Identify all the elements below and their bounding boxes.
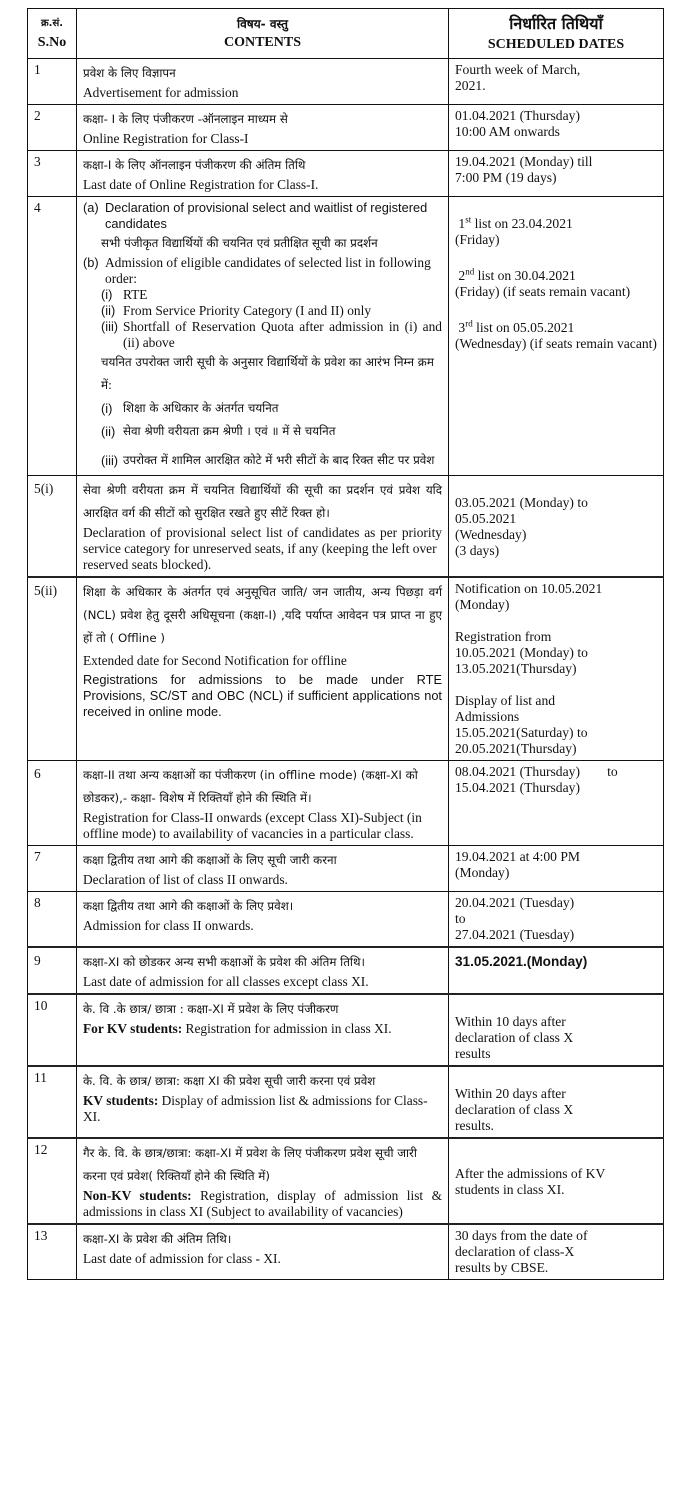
row-contents	[77, 1224, 449, 1280]
contents-hindi: कक्षा-I के लिए ऑनलाइन पंजीकरण की अंतिम तिथि	[83, 158, 306, 172]
contents-hindi: कक्षा द्वितीय तथा आगे की कक्षाओं के लिए प्रवेश।	[83, 899, 294, 913]
header-contents-hindi: विषय- वस्तु	[236, 17, 288, 31]
row-sno: 5(ii)	[28, 577, 77, 761]
date-line: 10:00 AM onwards	[455, 124, 560, 139]
spacer	[455, 677, 657, 693]
table-row	[28, 1138, 664, 1224]
row-dates	[449, 846, 664, 892]
row-dates	[449, 151, 664, 197]
date-line: 03.05.2021 (Monday) to	[455, 495, 588, 510]
date-line: (Monday)	[455, 597, 510, 612]
row-contents	[77, 761, 449, 846]
date-line: 08.04.2021 (Thursday) to	[455, 764, 618, 779]
label-bold: For KV students:	[83, 1021, 183, 1036]
row-dates	[449, 59, 664, 105]
row-sno: 4	[28, 197, 77, 476]
date-line: results by CBSE.	[455, 1260, 549, 1275]
list-num: 2	[458, 268, 466, 283]
label-text: Display of admission list & admissions for Class-XI.	[83, 1093, 428, 1124]
contents-english	[83, 1188, 442, 1220]
row-dates	[449, 947, 664, 994]
part-b	[83, 255, 442, 287]
header-sno	[28, 9, 77, 59]
header-dates	[449, 9, 664, 59]
contents-english: Advertisement for admission	[83, 85, 239, 100]
date-line: 27.04.2021 (Tuesday)	[455, 927, 575, 942]
contents-hindi: शिक्षा के अधिकार के अंतर्गत एवं अनुसूचित जाति/ जन जातीय, अन्य पिछड़ा वर्ग (NCL) प्रवेश हेतु दूसरी अधिसूचना (कक्षा-I) ,यदि पर्याप्त आवेदन पत्र प्राप्त ना हुए हों तो ( Offline )	[83, 585, 442, 645]
date-line: to	[455, 911, 466, 926]
contents-english: Online Registration for Class-I	[83, 131, 249, 146]
date-line: declaration of class X	[455, 1102, 574, 1117]
row-dates	[449, 994, 664, 1066]
part-a	[83, 200, 442, 232]
table-row	[28, 151, 664, 197]
date-line: results	[455, 1046, 491, 1061]
part-b-hindi-wrap	[83, 351, 442, 397]
contents-hindi: गैर के. वि. के छात्र/छात्रा: कक्षा-XI में प्रवेश के लिए पंजीकरण प्रवेश सूची जारी करना एवं प्रवेश( रिक्तियाँ होने की स्थिति में)	[83, 1146, 417, 1183]
part-a-hindi-wrap	[83, 232, 442, 255]
item-text: उपरोक्त में शामिल आरक्षित कोटे में भरी सीटों के बाद रिक्त सीट पर प्रवेश	[123, 453, 435, 467]
table-row	[28, 1066, 664, 1138]
spacer	[455, 200, 657, 216]
date-line: (3 days)	[455, 543, 500, 558]
part-b-hindi-list-cont	[83, 449, 442, 472]
contents-hindi: कक्षा-II तथा अन्य कक्षाओं का पंजीकरण (in offline mode) (कक्षा-XI को छोडकर),- कक्षा- विशेष में रिक्तियाँ होने की स्थिति में।	[83, 768, 418, 805]
table-row	[28, 1224, 664, 1280]
contents-hindi: प्रवेश के लिए विज्ञापन	[83, 66, 176, 80]
part-b-list	[83, 287, 442, 351]
date-line: 20.04.2021 (Tuesday)	[455, 895, 575, 910]
row-dates	[449, 1138, 664, 1224]
list-sup: nd	[465, 266, 475, 277]
part-a-english: Declaration of provisional select and waitlist of registered candidates	[105, 200, 428, 231]
row-sno: 7	[28, 846, 77, 892]
spacer	[455, 1142, 657, 1166]
row-contents-continued	[77, 446, 449, 476]
header-dates-hindi: निर्धारित तिथियाँ	[509, 14, 603, 33]
item-text: From Service Priority Category (I and II) only	[123, 303, 372, 318]
contents-english: Last date of admission for all classes except class XI.	[83, 974, 369, 989]
table-row	[28, 197, 664, 447]
date-line: After the admissions of KV	[455, 1166, 606, 1181]
last-date-bold: 31.05.2021.(Monday)	[455, 954, 588, 969]
contents-english: Last date of Online Registration for Class-I.	[83, 177, 319, 192]
row-dates	[449, 197, 664, 476]
item-marker: (i)	[101, 401, 113, 416]
contents-hindi: के. वि .के छात्र/ छात्रा : कक्षा-XI में प्रवेश के लिए पंजीकरण	[83, 1002, 339, 1016]
list-detail: (Friday)	[455, 232, 500, 247]
date-line: 01.04.2021 (Thursday)	[455, 108, 580, 123]
item-marker: (iii)	[101, 453, 119, 468]
list-date-2	[455, 268, 657, 284]
table-row	[28, 994, 664, 1066]
item-text: सेवा श्रेणी वरीयता क्रम श्रेणी । एवं ॥ में से चयनित	[123, 424, 336, 438]
row-contents	[77, 846, 449, 892]
part-b-hindi-list	[83, 397, 442, 443]
contents-english: Last date of admission for class - XI.	[83, 1251, 281, 1266]
list-detail: (Friday) (if seats remain vacant)	[455, 284, 631, 299]
contents-hindi: कक्षा-XI को छोडकर अन्य सभी कक्षाओं के प्रवेश की अंतिम तिथि।	[83, 955, 365, 969]
date-line: results.	[455, 1118, 494, 1133]
spacer	[455, 1070, 657, 1086]
table-row	[28, 846, 664, 892]
row-sno: 8	[28, 892, 77, 948]
list-sup: st	[465, 214, 472, 225]
part-b-hindi-item	[101, 420, 442, 443]
row-contents	[77, 105, 449, 151]
spacer	[455, 479, 657, 495]
part-b-english: Admission of eligible candidates of selected list in following order:	[105, 255, 431, 286]
contents-english: Declaration of provisional select list of candidates as per priority service category for unreserved seats, if any (keeping the left over	[83, 525, 442, 556]
item-text: Shortfall of Reservation Quota after admission in (i) and (ii) above	[123, 319, 442, 350]
date-line: Admissions	[455, 709, 520, 724]
table-row	[28, 761, 664, 846]
date-line: 05.05.2021	[455, 511, 517, 526]
row-contents	[77, 151, 449, 197]
label-bold: Non-KV students:	[83, 1188, 192, 1203]
table-row	[28, 59, 664, 105]
row-sno: 3	[28, 151, 77, 197]
table-row	[28, 892, 664, 948]
row-sno: 12	[28, 1138, 77, 1224]
item-text: RTE	[123, 287, 148, 302]
table-row	[28, 577, 664, 761]
date-line: 13.05.2021(Thursday)	[455, 661, 577, 676]
row-dates	[449, 1224, 664, 1280]
list-num: 3	[458, 320, 466, 335]
part-b-hindi-item	[101, 449, 442, 472]
item-text: शिक्षा के अधिकार के अंतर्गत चयनित	[123, 401, 279, 415]
row-contents	[77, 197, 449, 447]
header-contents	[77, 9, 449, 59]
contents-hindi: सेवा श्रेणी वरीयता क्रम में चयनित विद्यार्थियों की सूची का प्रदर्शन एवं प्रवेश यदि आरक्षित वर्ग की सीटों को सुरक्षित रखते हुए सीटें रिक्त हो।	[83, 483, 442, 520]
contents-hindi: कक्षा-XI के प्रवेश की अंतिम तिथि।	[83, 1232, 232, 1246]
part-b-item	[101, 287, 442, 303]
contents-english	[83, 1093, 442, 1125]
date-line: declaration of class X	[455, 1030, 574, 1045]
part-a-hindi: सभी पंजीकृत विद्यार्थियों की चयनित एवं प्रतीक्षित सूची का प्रदर्शन	[101, 236, 378, 250]
part-a-marker: (a)	[83, 200, 99, 215]
table-row	[28, 947, 664, 994]
admission-schedule-document	[27, 8, 663, 1280]
date-line: 7:00 PM (19 days)	[455, 170, 557, 185]
header-sno-english: S.No	[37, 35, 67, 50]
item-marker: (ii)	[101, 424, 116, 439]
list-num: 1	[458, 216, 466, 231]
part-b-item	[101, 319, 442, 351]
row-dates	[449, 105, 664, 151]
row-sno: 11	[28, 1066, 77, 1138]
date-line: Registration from	[455, 629, 552, 644]
table-header-row	[28, 9, 664, 59]
table-row	[28, 105, 664, 151]
row-contents	[77, 577, 449, 761]
contents-hindi: कक्षा- I के लिए पंजीकरण -ऑनलाइन माध्यम से	[83, 112, 288, 126]
row-contents	[77, 1066, 449, 1138]
spacer	[455, 248, 657, 268]
date-line: declaration of class-X	[455, 1244, 575, 1259]
list-text: list on 30.04.2021	[474, 268, 576, 283]
row-sno: 13	[28, 1224, 77, 1280]
date-line: students in class XI.	[455, 1182, 565, 1197]
contents-english: Registration for Class-II onwards (except Class XI)-Subject (in offline mode) to availability of vacancies in a particular class.	[83, 810, 422, 841]
label-text: Registration for admission in class XI.	[182, 1021, 392, 1036]
list-date-3	[455, 320, 657, 336]
list-text: list on 05.05.2021	[472, 320, 575, 335]
label-bold: KV students:	[83, 1093, 159, 1108]
admission-schedule-table	[27, 8, 664, 1280]
header-sno-hindi: क्र.सं.	[40, 18, 64, 29]
list-sup: rd	[465, 318, 473, 329]
row-sno: 5(i)	[28, 476, 77, 578]
row-sno: 10	[28, 994, 77, 1066]
list-detail: (Wednesday) (if seats remain vacant)	[455, 336, 657, 351]
date-line: 10.05.2021 (Monday) to	[455, 645, 588, 660]
contents-english: Declaration of list of class II onwards.	[83, 872, 288, 887]
date-line: 19.04.2021 (Monday) till	[455, 154, 593, 169]
date-line: 20.05.2021(Thursday)	[455, 741, 577, 756]
date-line: 19.04.2021 at 4:00 PM	[455, 849, 580, 864]
contents-english-cont: reserved seats blocked).	[83, 557, 212, 572]
spacer	[455, 998, 657, 1014]
date-line: (Monday)	[455, 865, 510, 880]
row-contents	[77, 892, 449, 948]
contents-english: Extended date for Second Notification for offline	[83, 653, 347, 668]
list-date-1	[455, 216, 657, 232]
contents-hindi: के. वि. के छात्र/ छात्रा: कक्षा XI की प्रवेश सूची जारी करना एवं प्रवेश	[83, 1074, 376, 1088]
part-b-hindi: चयनित उपरोक्त जारी सूची के अनुसार विद्यार्थियों के प्रवेश का आरंभ निम्न क्रम में:	[101, 355, 434, 392]
row-dates	[449, 577, 664, 761]
date-line: Display of list and	[455, 693, 556, 708]
row-sno: 6	[28, 761, 77, 846]
contents-hindi: कक्षा द्वितीय तथा आगे की कक्षाओं के लिए सूची जारी करना	[83, 853, 337, 867]
spacer	[455, 613, 657, 629]
header-contents-english: CONTENTS	[223, 35, 302, 50]
part-b-marker: (b)	[83, 255, 99, 270]
row-sno: 1	[28, 59, 77, 105]
date-line: (Wednesday)	[455, 527, 527, 542]
row-contents	[77, 947, 449, 994]
date-line: 2021.	[455, 78, 486, 93]
item-marker: (ii)	[101, 303, 116, 318]
spacer	[455, 300, 657, 320]
list-text: list on 23.04.2021	[471, 216, 573, 231]
row-dates	[449, 892, 664, 948]
row-contents	[77, 994, 449, 1066]
date-line: Within 20 days after	[455, 1086, 566, 1101]
date-line: Fourth week of March,	[455, 62, 581, 77]
row-contents	[77, 1138, 449, 1224]
label-text: Registration, display of admission list & admissions in class XI (Subject to availability of vacancies)	[83, 1188, 442, 1219]
row-dates	[449, 476, 664, 578]
date-line: Within 10 days after	[455, 1014, 566, 1029]
contents-english: Admission for class II onwards.	[83, 918, 254, 933]
table-row	[28, 476, 664, 578]
row-contents	[77, 59, 449, 105]
date-line: 15.05.2021(Saturday) to	[455, 725, 588, 740]
date-line: 15.04.2021 (Thursday)	[455, 780, 580, 795]
item-marker: (i)	[101, 287, 113, 302]
row-sno: 2	[28, 105, 77, 151]
row-dates	[449, 761, 664, 846]
date-line: 30 days from the date of	[455, 1228, 588, 1243]
contents-english	[83, 1021, 442, 1037]
part-b-hindi-item	[101, 397, 442, 420]
part-b-item	[101, 303, 442, 319]
contents-english-cont: Registrations for admissions to be made under RTE Provisions, SC/ST and OBC (NCL) if sufficient applications not received in online mode.	[83, 672, 442, 719]
item-marker: (iii)	[101, 319, 119, 334]
date-line: Notification on 10.05.2021	[455, 581, 603, 596]
row-dates	[449, 1066, 664, 1138]
header-dates-english: SCHEDULED DATES	[487, 37, 625, 52]
row-contents	[77, 476, 449, 578]
row-sno: 9	[28, 947, 77, 994]
